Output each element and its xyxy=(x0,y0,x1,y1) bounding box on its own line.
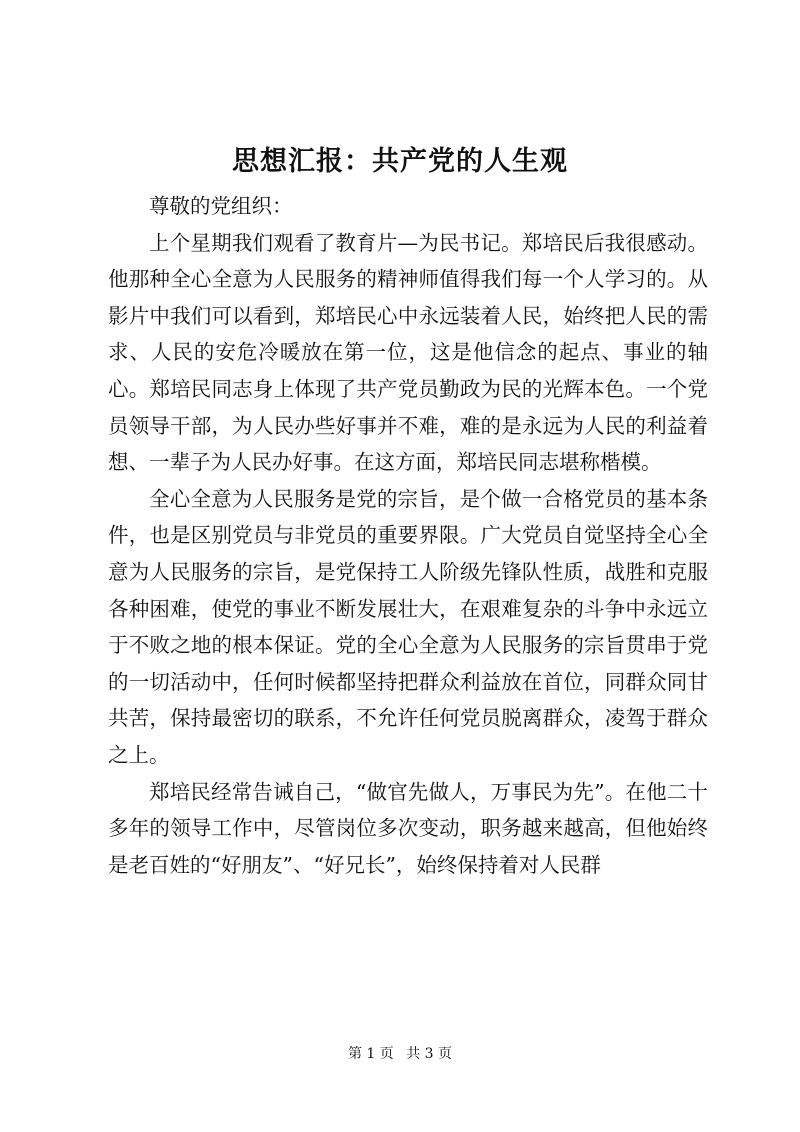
page-number: 第 1 页 xyxy=(347,1046,394,1062)
page-footer xyxy=(0,1044,800,1064)
paragraph-3: 郑培民经常告诫自己，“做官先做人，万事民为先”。在他二十多年的领导工作中，尽管岗位多次变动，职务越来越高，但他始终是老百姓的“好朋友”、“好兄长”，始终保持着对人民群 xyxy=(108,779,708,877)
paragraph-1: 上个星期我们观看了教育片—为民书记。郑培民后我很感动。他那种全心全意为人民服务的精神师值得我们每一个人学习的。从影片中我们可以看到，郑培民心中永远装着人民，始终把人民的需求、人民的安危冷暖放在第一位，这是他信念的起点、事业的轴心。郑培民同志身上体现了共产党员勤政为民的光辉本色。一个党员领导干部，为人民办些好事并不难，难的是永远为人民的利益着想、一辈子为人民办好事。在这方面，郑培民同志堪称楷模。 xyxy=(108,230,708,475)
document-body xyxy=(108,188,708,883)
document-title: 思想汇报：共产党的人生观 xyxy=(232,146,568,177)
page-total: 共 3 页 xyxy=(406,1046,453,1062)
salutation: 尊敬的党组织： xyxy=(149,194,293,218)
paragraph-2: 全心全意为人民服务是党的宗旨，是个做一合格党员的基本条件，也是区别党员与非党员的重要界限。广大党员自觉坚持全心全意为人民服务的宗旨，是党保持工人阶级先锋队性质，战胜和克服各种困难，使党的事业不断发展壮大，在艰难复杂的斗争中永远立于不败之地的根本保证。党的全心全意为人民服务的宗旨贯串于党的一切活动中，任何时候都坚持把群众利益放在首位，同群众同甘共苦，保持最密切的联系，不允许任何党员脱离群众，凌驾于群众之上。 xyxy=(108,486,708,767)
